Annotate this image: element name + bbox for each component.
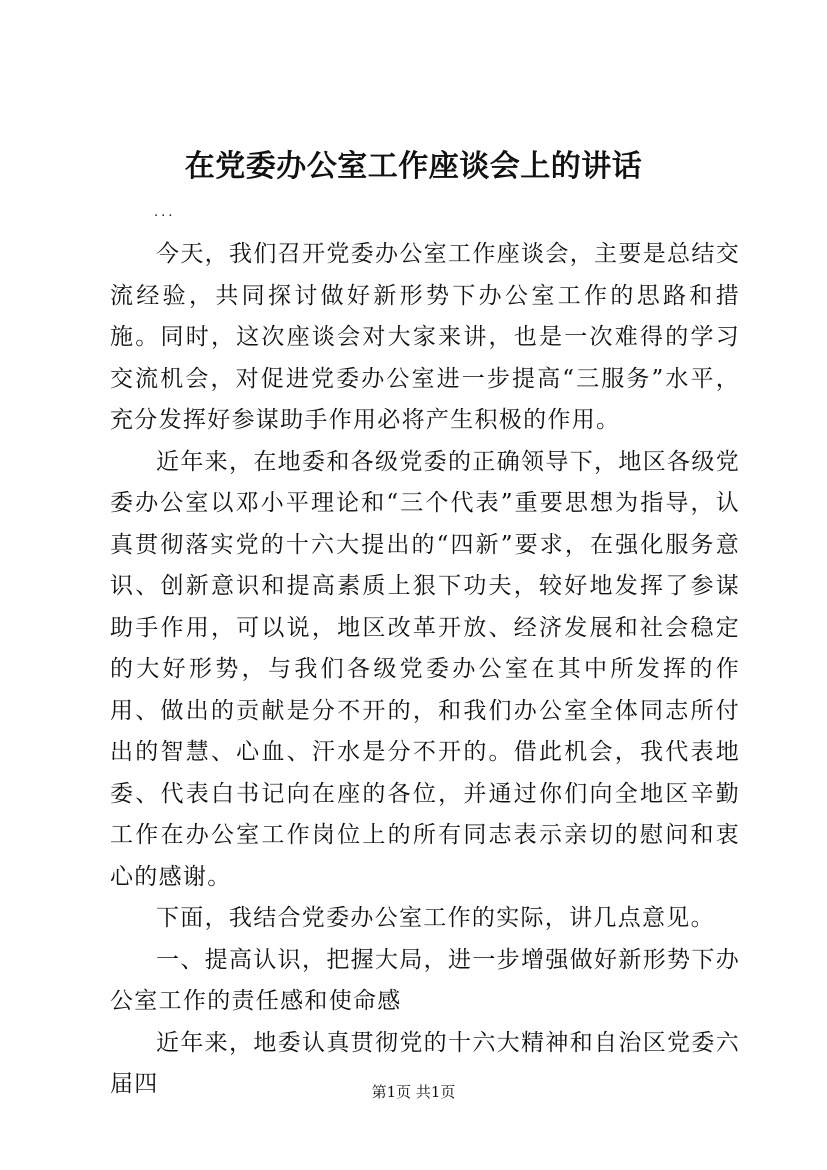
paragraph-achievements: 近年来，在地委和各级党委的正确领导下，地区各级党委办公室以邓小平理论和“三个代表”重要思想为指导，认真贯彻落实党的十六大提出的“四新”要求，在强化服务意识、创新意识和提高素质上狠下功夫，较好地发挥了参谋助手作用，可以说，地区改革开放、经济发展和社会稳定的大好形势，与我们各级党委办公室在其中所发挥的作用、做出的贡献是分不开的，和我们办公室全体同志所付出的智慧、心血、汗水是分不开的。借此机会，我代表地委、代表白书记向在座的各位，并通过你们向全地区辛勤工作在办公室工作岗位上的所有同志表示亲切的慰问和衷心的感谢。 [110,448,740,890]
page-number-footer: 第1页 共1页 [371,1083,456,1101]
section-heading-1: 一、提高认识，把握大局，进一步增强做好新形势下办公室工作的责任感和使命感 [110,946,740,1014]
paragraph-opening: 今天，我们召开党委办公室工作座谈会，主要是总结交流经验，共同探讨做好新形势下办公室工作的思路和措施。同时，这次座谈会对大家来讲，也是一次难得的学习交流机会，对促进党委办公室进一步提高“三服务”水平，充分发挥好参谋助手作用必将产生积极的作用。 [110,241,740,433]
document-title: 在党委办公室工作座谈会上的讲话 [184,149,643,184]
document-body [110,234,740,1106]
paragraph-section-1: 近年来，地委认真贯彻党的十六大精神和自治区党委六届四 [110,1029,740,1097]
paragraph-transition: 下面，我结合党委办公室工作的实际，讲几点意见。 [156,905,715,931]
ellipsis-mark: ... [154,205,176,220]
